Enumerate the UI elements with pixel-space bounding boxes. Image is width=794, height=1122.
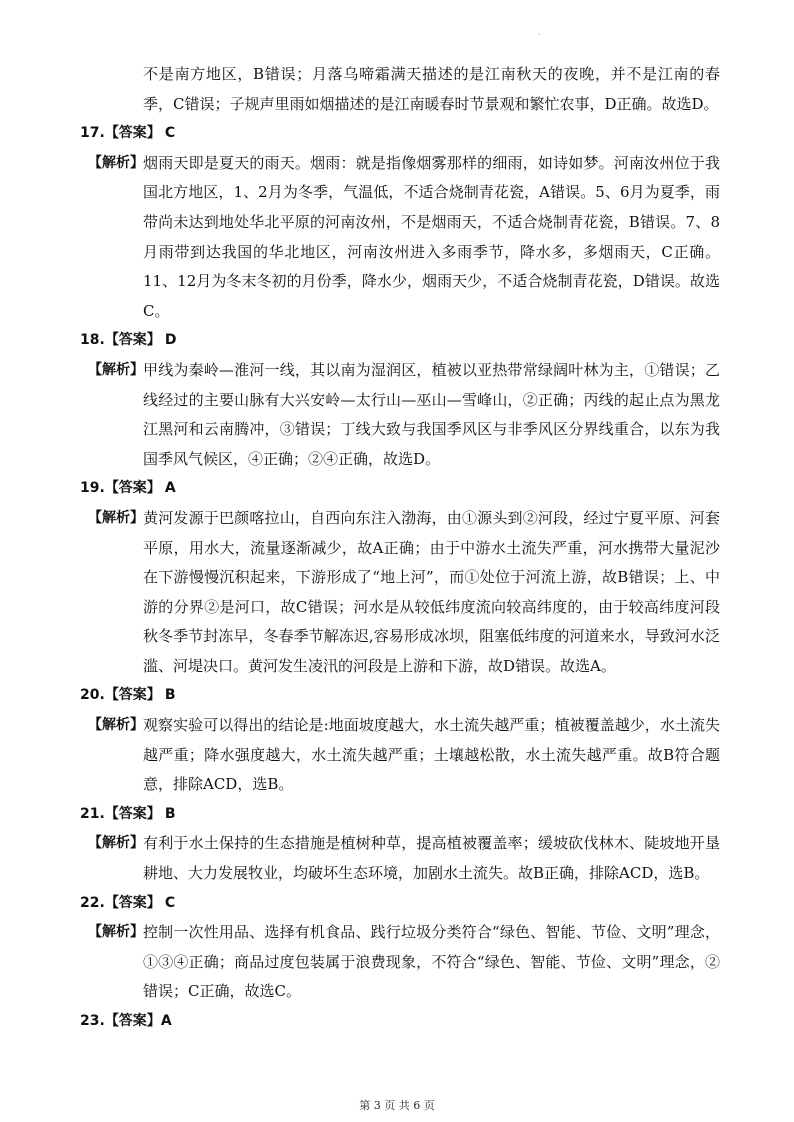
answer-line — [80, 119, 712, 149]
intro-continuation: 不是南方地区，B错误；月落乌啼霜满天描述的是江南秋天的夜晚，并不是江南的春季，C错误；子规声里雨如烟描述的是江南暖春时节景观和繁忙农事，D正确。故选D。 — [143, 65, 720, 113]
explanation-text: 甲线为秦岭—淮河一线，其以南为湿润区，植被以亚热带常绿阔叶林为主，①错误；乙线经过的主要山脉有大兴安岭—太行山—巫山—雪峰山，②正确；丙线的起止点为黑龙江黑河和云南腾冲，③错误；丁线大致与我国季风区与非季风区分界线重合，以东为我国季风气候区，④正确；②④正确，故选D。 — [143, 360, 720, 468]
answer-label: 【答案】 — [104, 687, 161, 704]
explanation-label: 【解析】 — [88, 717, 144, 734]
answer-line — [80, 1007, 712, 1037]
question-item — [80, 119, 720, 326]
answer-letter: D — [164, 332, 177, 349]
answer-label: 【答案】 — [104, 805, 161, 822]
question-number: 18. — [80, 332, 105, 349]
explanation-label: 【解析】 — [88, 509, 144, 526]
explanation-text: 观察实验可以得出的结论是:地面坡度越大，水土流失越严重；植被覆盖越少，水土流失越严重；降水强度越大，水土流失越严重；土壤越松散，水土流失越严重。故B符合题意，排除ACD，选B。 — [143, 716, 720, 794]
answer-label: 【答案】 — [104, 332, 161, 349]
explanation-text: 控制一次性用品、选择有机食品、践行垃圾分类符合“绿色、智能、节俭、文明”理念，①③④正确；商品过度包装属于浪费现象，不符合“绿色、智能、节俭、文明”理念，②错误；C正确，故选C。 — [143, 923, 720, 1001]
answer-line — [80, 326, 712, 356]
explanation-label: 【解析】 — [88, 361, 144, 378]
answer-line — [80, 474, 712, 504]
answer-line — [80, 889, 712, 919]
question-item — [80, 800, 720, 889]
explanation-text: 黄河发源于巴颜喀拉山，自西向东注入渤海，由①源头到②河段，经过宁夏平原、河套平原，用水大，流量逐渐减少，故A正确；由于中游水土流失严重，河水携带大量泥沙在下游慢慢沉积起来，下游形成了“地上河”，而①处位于河流上游，故B错误；上、中游的分界②是河口，故C错误；河水是从较低纬度流向较高纬度的，由于较高纬度河段秋冬季节封冻早，冬春季节解冻迟,容易形成冰坝，阻塞低纬度的河道来水，导致河水泛滥、河堤决口。黄河发生凌汛的河段是上游和下游，故D错误。故选A。 — [143, 508, 720, 675]
answer-label: 【答案】 — [104, 1013, 161, 1029]
question-item — [80, 681, 720, 799]
explanation-text: 烟雨天即是夏天的雨天。烟雨：就是指像烟雾那样的细雨，如诗如梦。河南汝州位于我国北方地区，1、2月为冬季，气温低，不适合烧制青花瓷，A错误。5、6月为夏季，雨带尚未达到地处华北平原的河南汝州，不是烟雨天，不适合烧制青花瓷，B错误。7、8月雨带到达我国的华北地区，河南汝州进入多雨季节，降水多，多烟雨天，C正确。11、12月为冬末冬初的月份季，降水少，烟雨天少，不适合烧制青花瓷，D错误。故选C。 — [143, 153, 720, 320]
question-number: 21. — [80, 805, 105, 822]
answer-line — [80, 681, 712, 711]
answer-letter: B — [164, 805, 176, 822]
explanation-label: 【解析】 — [88, 154, 144, 171]
explanation-block — [88, 711, 720, 800]
top-mark: · — [538, 30, 541, 39]
answer-letter: C — [164, 894, 176, 911]
question-number: 22. — [80, 894, 105, 911]
question-item — [80, 326, 720, 474]
explanation-label: 【解析】 — [88, 924, 144, 941]
explanation-block — [88, 504, 720, 682]
explanation-block — [88, 829, 720, 888]
answer-content — [80, 60, 720, 1037]
question-item — [80, 1007, 720, 1037]
question-number: 19. — [80, 480, 105, 497]
answer-label: 【答案】 — [104, 480, 161, 497]
question-item — [80, 474, 720, 681]
explanation-block — [88, 149, 720, 327]
answer-label: 【答案】 — [104, 894, 161, 911]
answer-letter: B — [164, 687, 176, 704]
question-list — [80, 119, 720, 1036]
question-number: 17. — [80, 125, 105, 142]
explanation-label: 【解析】 — [88, 835, 144, 852]
explanation-text: 有利于水土保持的生态措施是植树种草，提高植被覆盖率；缓坡砍伐林木、陡坡地开垦耕地、大力发展牧业，均破坏生态环境，加剧水土流失。故B正确，排除ACD，选B。 — [143, 834, 720, 883]
question-number: 23. — [80, 1013, 105, 1029]
answer-letter: A — [164, 480, 176, 497]
question-item — [80, 889, 720, 1007]
answer-line — [80, 800, 712, 830]
answer-label: 【答案】 — [104, 125, 161, 142]
explanation-block — [88, 356, 720, 474]
explanation-block — [88, 918, 720, 1007]
answer-letter: C — [164, 125, 176, 142]
answer-letter: A — [160, 1013, 172, 1029]
page-footer: 第 3 页 共 6 页 — [359, 1099, 435, 1112]
question-number: 20. — [80, 687, 105, 704]
